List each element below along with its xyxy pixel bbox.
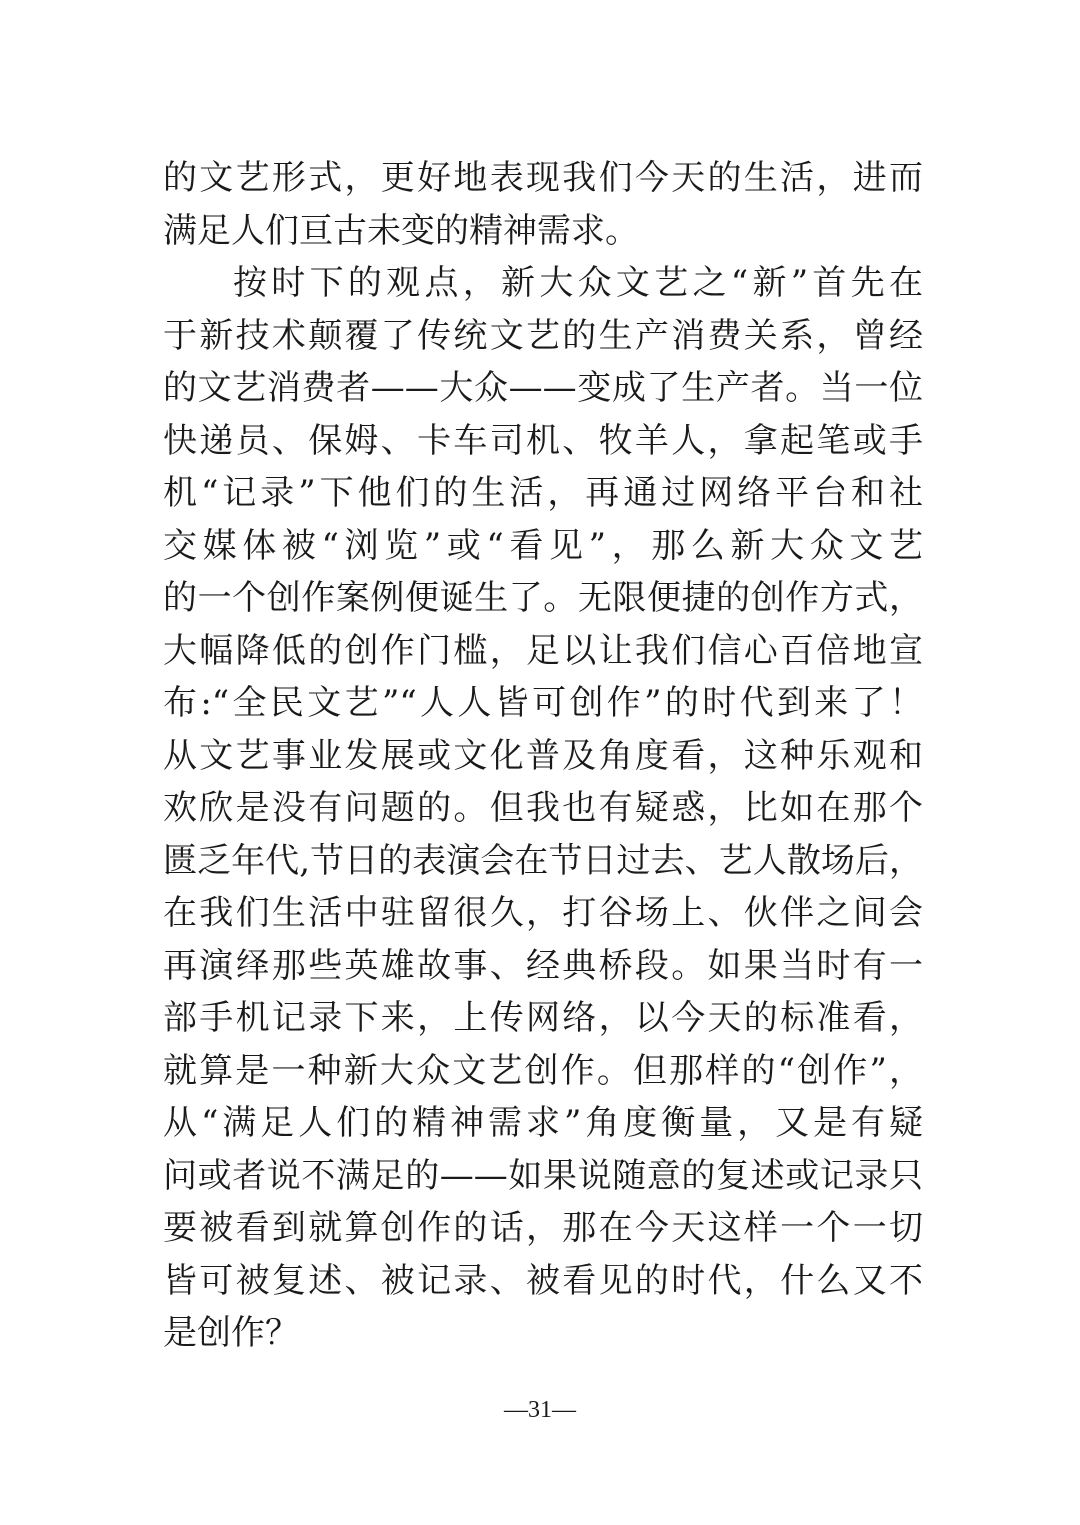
page-number: —31—: [504, 1397, 576, 1423]
text-line: 欢欣是没有问题的。但我也有疑惑，比如在那个: [163, 788, 923, 828]
text-line: 问或者说不满足的——如果说随意的复述或记录只: [163, 1155, 923, 1196]
text-line: 从文艺事业发展或文化普及角度看，这种乐观和: [163, 735, 923, 776]
text-line: 布:“全民文艺”“人人皆可创作”的时代到来了！: [163, 683, 923, 723]
text-line: 的文艺形式，更好地表现我们今天的生活，进而: [163, 158, 923, 198]
text-line: 的文艺消费者——大众——变成了生产者。当一位: [163, 368, 923, 408]
paragraph: [163, 257, 923, 1360]
text-line: 皆可被复述、被记录、被看见的时代，什么又不: [163, 1260, 923, 1301]
text-line: 交媒体被“浏览”或“看见”，那么新大众文艺: [163, 525, 923, 566]
text-line: 是创作？: [163, 1313, 299, 1353]
text-line: 满足人们亘古未变的精神需求。: [163, 210, 639, 251]
text-line: 快递员、保姆、卡车司机、牧羊人，拿起笔或手: [163, 420, 923, 461]
text-line: 大幅降低的创作门槛，足以让我们信心百倍地宣: [163, 630, 923, 671]
text-line: 要被看到就算创作的话，那在今天这样一个一切: [163, 1208, 923, 1248]
text-line: 于新技术颠覆了传统文艺的生产消费关系，曾经: [163, 315, 923, 356]
text-line: 再演绎那些英雄故事、经典桥段。如果当时有一: [163, 945, 923, 986]
text-line: 按时下的观点，新大众文艺之“新”首先在: [233, 263, 923, 303]
text-line: 匮乏年代,节日的表演会在节日过去、艺人散场后，: [163, 840, 923, 881]
text-line: 就算是一种新大众文艺创作。但那样的“创作”，: [163, 1050, 923, 1091]
text-line: 部手机记录下来，上传网络，以今天的标准看，: [163, 998, 923, 1038]
body-text: [163, 152, 923, 1360]
text-line: 从“满足人们的精神需求”角度衡量，又是有疑: [163, 1103, 923, 1143]
text-line: 在我们生活中驻留很久，打谷场上、伙伴之间会: [163, 893, 923, 933]
paragraph: [163, 152, 923, 257]
text-line: 的一个创作案例便诞生了。无限便捷的创作方式，: [163, 578, 923, 618]
text-line: 机“记录”下他们的生活，再通过网络平台和社: [163, 473, 923, 513]
